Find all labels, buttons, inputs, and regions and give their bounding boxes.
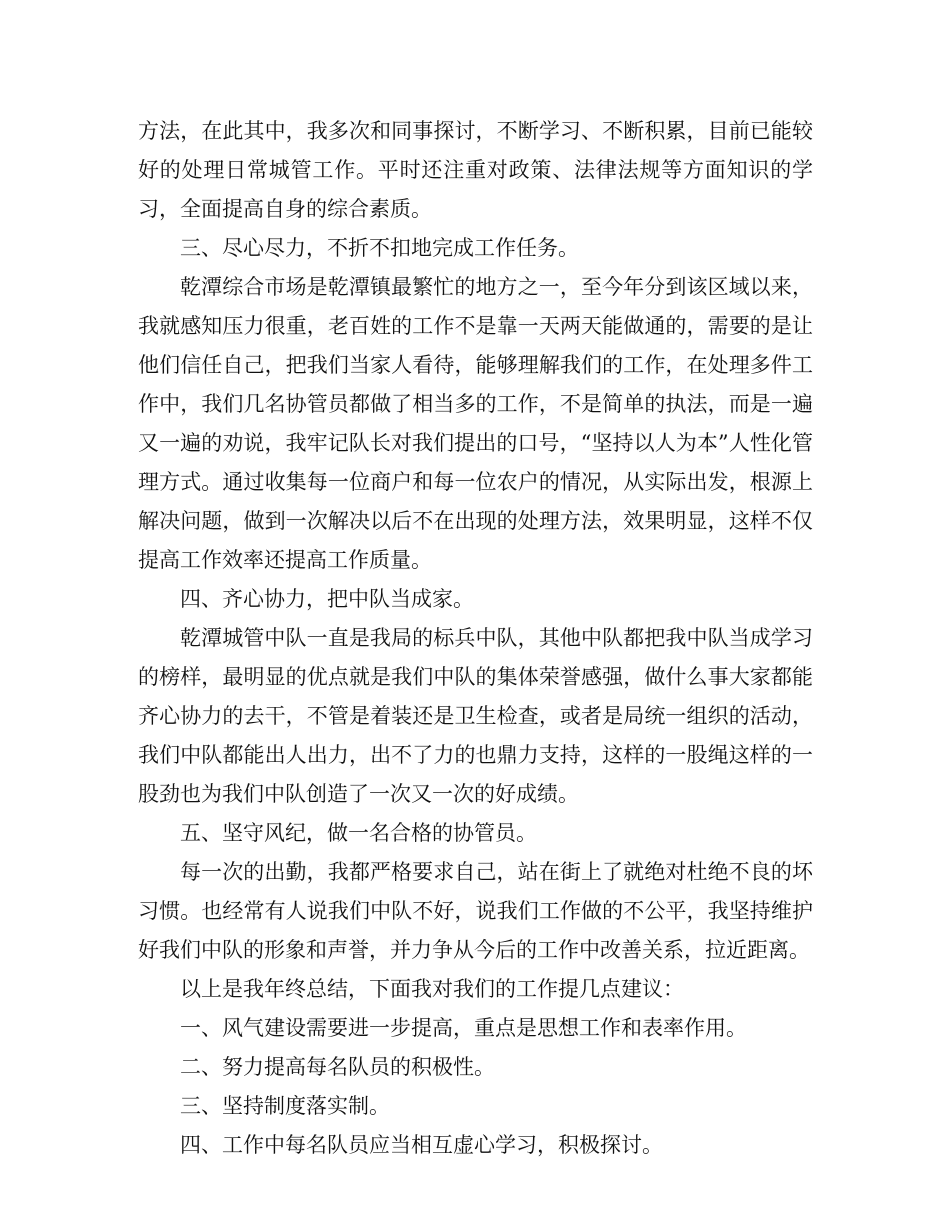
paragraph-summary: 以上是我年终总结，下面我对我们的工作提几点建议： [180,977,684,1001]
suggestion-3: 三、坚持制度落实制。 [180,1094,390,1118]
suggestion-4: 四、工作中每名队员应当相互虚心学习，积极探讨。 [180,1133,663,1157]
paragraph-discipline: 每一次的出勤，我都严格要求自己，站在街上了就绝对杜绝不良的坏习惯。也经常有人说我们中队不好，说我们工作做的不公平，我坚持维护好我们中队的形象和声誉，并力争从今后的工作中改善关系，拉近距离。 [138,860,813,962]
document-body [138,112,813,1165]
section-heading-5: 五、坚守风纪，做一名合格的协管员。 [180,821,537,845]
suggestion-1: 一、风气建设需要进一步提高，重点是思想工作和表率作用。 [180,1016,747,1040]
paragraph-1: 方法，在此其中，我多次和同事探讨，不断学习、不断积累，目前已能较好的处理日常城管工作。平时还注重对政策、法律法规等方面知识的学习，全面提高自身的综合素质。 [138,119,813,221]
suggestion-2: 二、努力提高每名队员的积极性。 [180,1055,495,1079]
section-heading-3: 三、尽心尽力，不折不扣地完成工作任务。 [180,236,579,260]
paragraph-team: 乾潭城管中队一直是我局的标兵中队，其他中队都把我中队当成学习的榜样，最明显的优点就是我们中队的集体荣誉感强，做什么事大家都能齐心协力的去干，不管是着装还是卫生检查，或者是局统一组织的活动，我们中队都能出人出力，出不了力的也鼎力支持，这样的一股绳这样的一股劲也为我们中队创造了一次又一次的好成绩。 [138,626,813,806]
section-heading-4: 四、齐心协力，把中队当成家。 [180,587,474,611]
paragraph-market: 乾潭综合市场是乾潭镇最繁忙的地方之一，至今年分到该区域以来，我就感知压力很重，老百姓的工作不是靠一天两天能做通的，需要的是让他们信任自己，把我们当家人看待，能够理解我们的工作，在处理多件工作中，我们几名协管员都做了相当多的工作，不是简单的执法，而是一遍又一遍的劝说，我牢记队长对我们提出的口号，“坚持以人为本”人性化管理方式。通过收集每一位商户和每一位农户的情况，从实际出发，根源上解决问题，做到一次解决以后不在出现的处理方法，效果明显，这样不仅提高工作效率还提高工作质量。 [138,275,813,572]
